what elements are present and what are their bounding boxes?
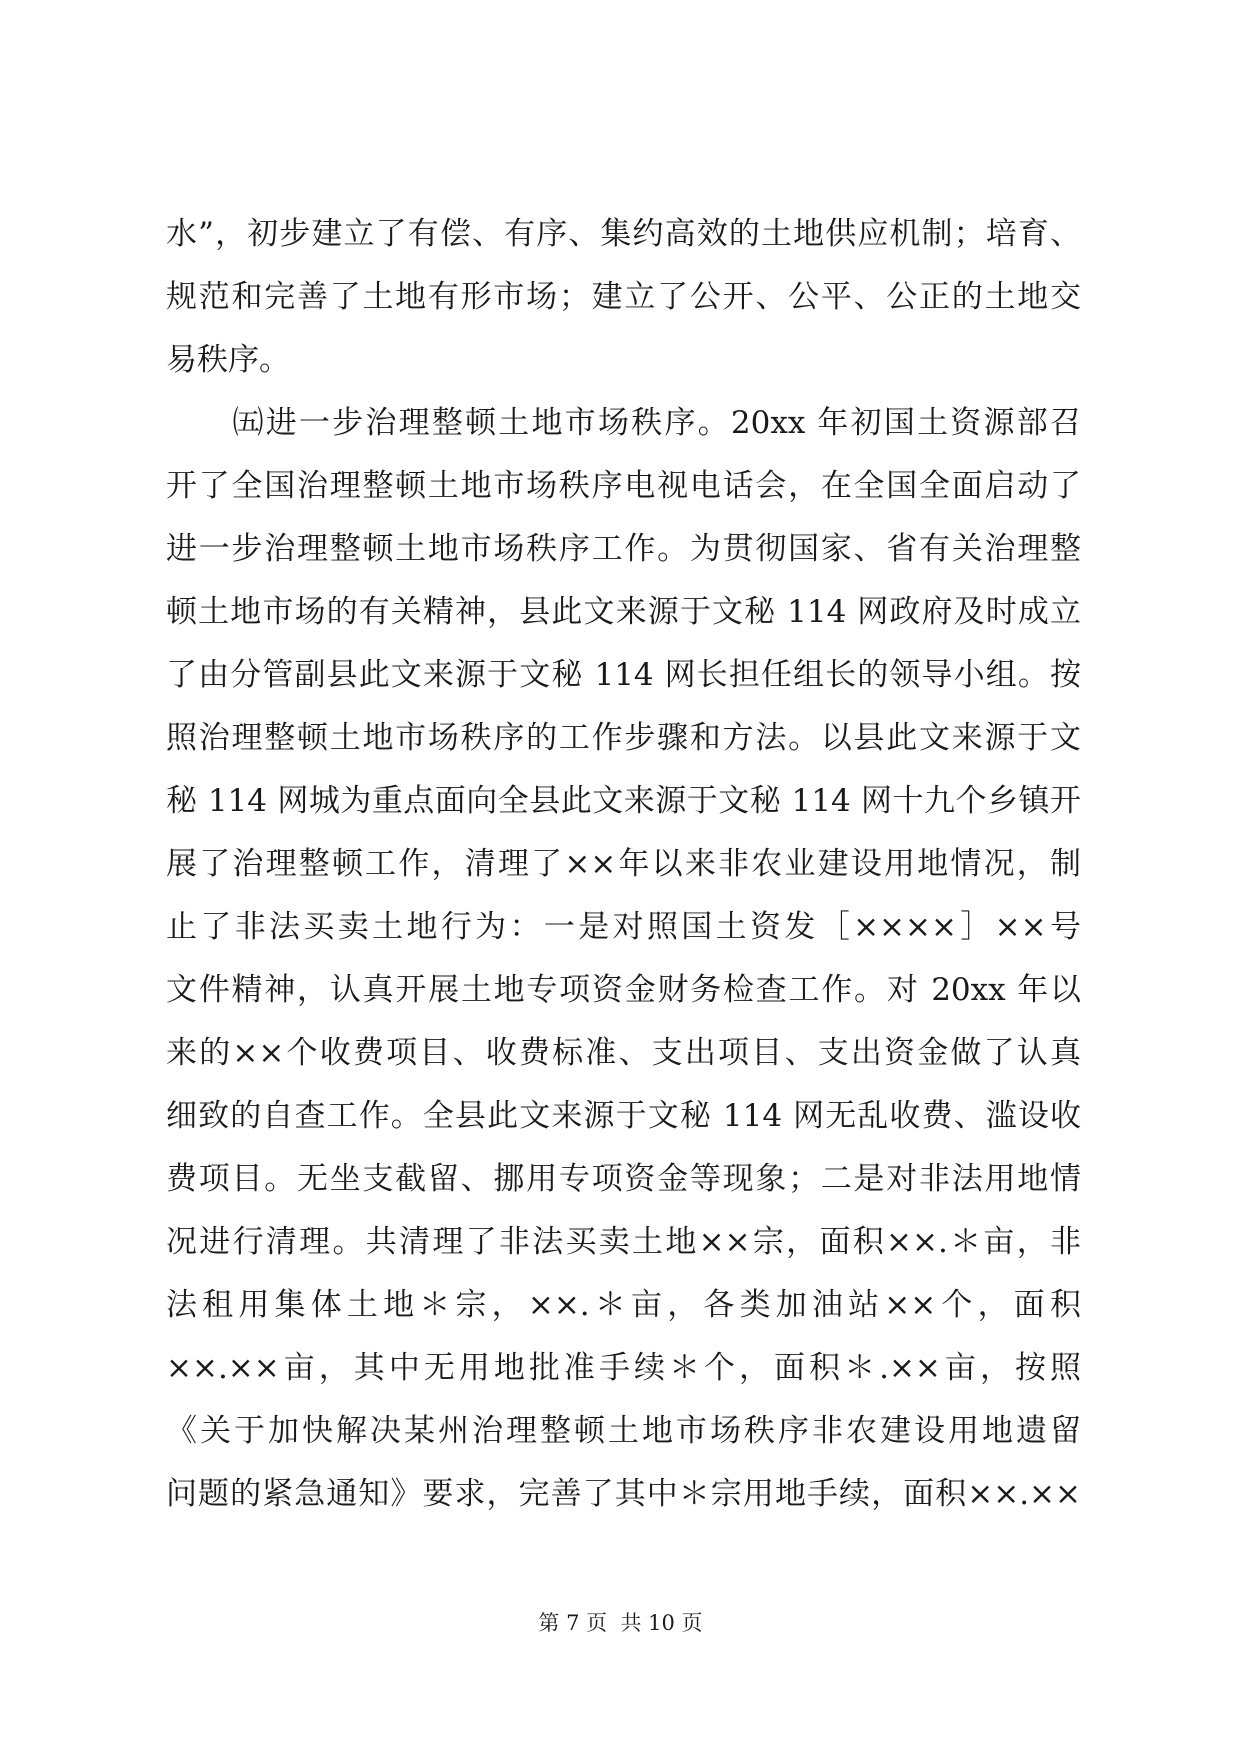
text-line: 费项目。无坐支截留、挪用专项资金等现象；二是对非法用地情 <box>166 1161 1081 1197</box>
page-number-footer: 第 7 页 共 10 页 <box>538 1611 703 1635</box>
text-line: 况进行清理。共清理了非法买卖土地××宗，面积××.＊亩，非 <box>166 1224 1081 1260</box>
text-line: 《关于加快解决某州治理整顿土地市场秩序非农建设用地遗留 <box>166 1413 1081 1449</box>
text-line: 法租用集体土地＊宗，××.＊亩，各类加油站××个，面积 <box>166 1287 1081 1323</box>
text-line: 易秩序。 <box>166 342 290 378</box>
body-text <box>166 203 1081 1526</box>
text-line: ㈤进一步治理整顿土地市场秩序。20xx 年初国土资源部召 <box>166 405 1081 441</box>
text-line: 问题的紧急通知》要求，完善了其中＊宗用地手续，面积××.×× <box>166 1476 1081 1512</box>
text-line: 进一步治理整顿土地市场秩序工作。为贯彻国家、省有关治理整 <box>166 531 1081 567</box>
text-line: 了由分管副县此文来源于文秘 114 网长担任组长的领导小组。按 <box>166 657 1081 693</box>
text-line: 展了治理整顿工作，清理了××年以来非农业建设用地情况，制 <box>166 846 1081 882</box>
text-line: 规范和完善了土地有形市场；建立了公开、公平、公正的土地交 <box>166 279 1081 315</box>
text-line: 来的××个收费项目、收费标准、支出项目、支出资金做了认真 <box>166 1035 1081 1071</box>
text-line: 细致的自查工作。全县此文来源于文秘 114 网无乱收费、滥设收 <box>166 1098 1081 1134</box>
text-line: 照治理整顿土地市场秩序的工作步骤和方法。以县此文来源于文 <box>166 720 1081 756</box>
text-line: 文件精神，认真开展土地专项资金财务检查工作。对 20xx 年以 <box>166 972 1081 1008</box>
text-line: 止了非法买卖土地行为：一是对照国土资发［××××］××号 <box>166 909 1081 945</box>
text-line: 水”，初步建立了有偿、有序、集约高效的土地供应机制；培育、 <box>166 216 1081 252</box>
text-line: 开了全国治理整顿土地市场秩序电视电话会，在全国全面启动了 <box>166 468 1081 504</box>
text-line: ××.××亩，其中无用地批准手续＊个，面积＊.××亩，按照 <box>166 1350 1081 1386</box>
text-line: 顿土地市场的有关精神，县此文来源于文秘 114 网政府及时成立 <box>166 594 1081 630</box>
text-line: 秘 114 网城为重点面向全县此文来源于文秘 114 网十九个乡镇开 <box>166 783 1081 819</box>
